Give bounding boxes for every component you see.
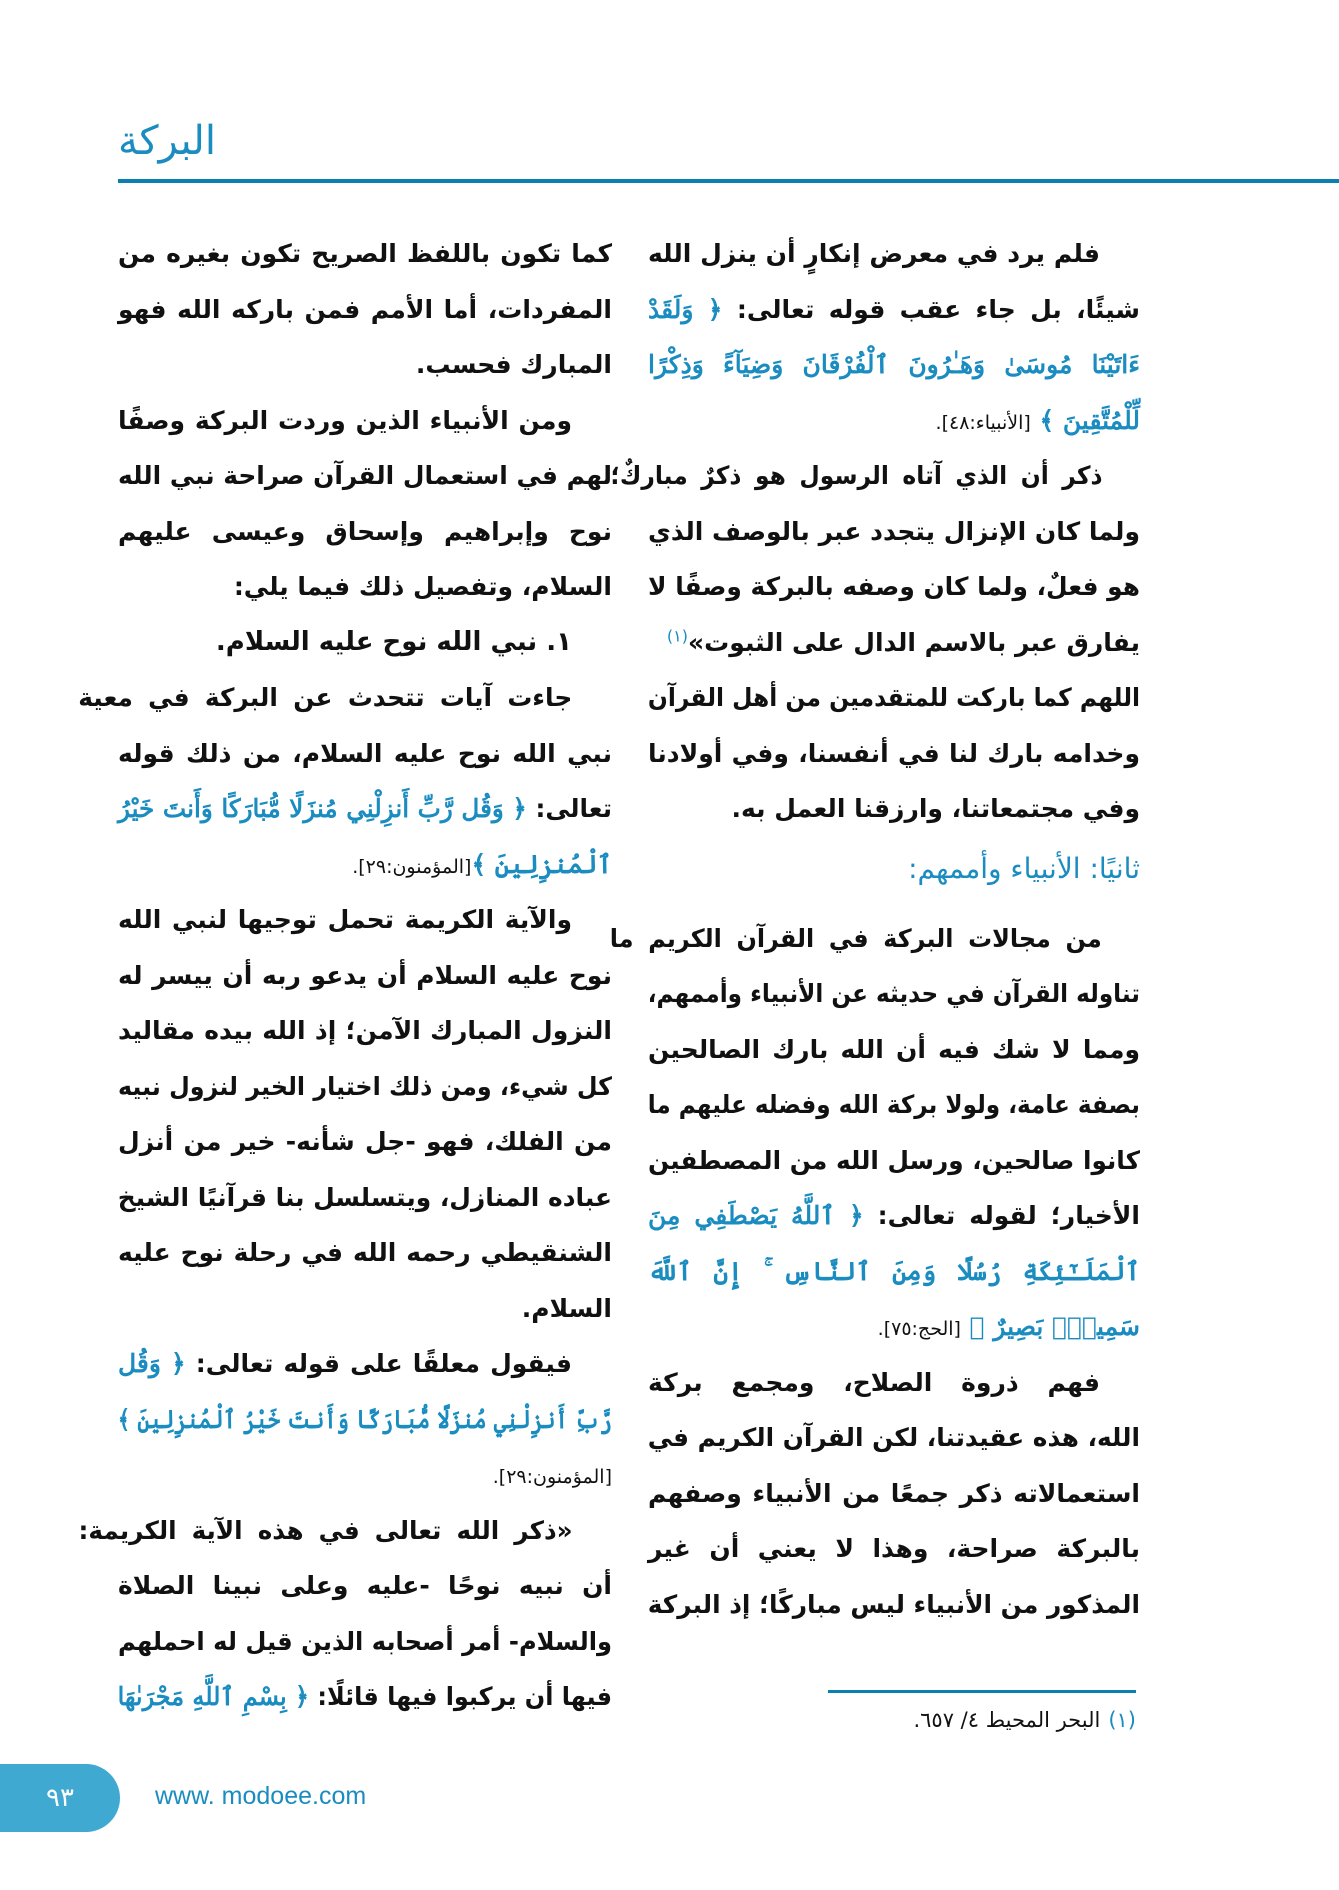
text-line — [648, 1299, 1140, 1355]
text-line — [118, 226, 612, 282]
text-line — [118, 282, 612, 338]
body-text: فهم ذروة الصلاح، ومجمع بركة — [648, 1367, 1100, 1397]
body-text: بالبركة صراحة، وهذا لا يعني أن غير — [648, 1534, 1140, 1563]
text-line — [648, 1466, 1140, 1522]
body-text: «ذكر الله تعالى في هذه الآية الكريمة: — [78, 1515, 573, 1545]
footnote-number: (١) — [1108, 1708, 1136, 1732]
body-text: نوح عليه السلام أن يدعو ربه أن ييسر له — [118, 960, 612, 990]
text-line — [78, 670, 612, 726]
text-line — [118, 1170, 612, 1226]
body-text: بصفة عامة، ولولا بركة الله وفضله عليهم ما — [647, 1090, 1140, 1119]
body-text: كانوا صالحين، ورسل الله من المصطفين — [648, 1145, 1140, 1175]
text-line — [648, 781, 1140, 837]
quran-verse: سَمِيعٌۢ بَصِيرٌ ﴾ — [960, 1312, 1140, 1341]
subsection-heading — [118, 615, 612, 671]
body-text: تناوله القرآن في حديثه عن الأنبياء وأممهم، — [647, 979, 1140, 1008]
text-line — [118, 1614, 612, 1670]
text-line — [648, 1022, 1140, 1078]
body-text: المذكور من الأنبياء ليس مباركًا؛ إذ البركة — [647, 1589, 1140, 1619]
text-column-left — [78, 226, 613, 1725]
header-rule — [118, 179, 1339, 183]
text-line — [648, 559, 1140, 615]
text-line — [118, 781, 612, 837]
text-line — [118, 1558, 612, 1614]
verse-reference: [المؤمنون:٢٩]. — [492, 1466, 612, 1488]
section-heading — [648, 837, 1140, 907]
quran-verse: ءَاتَيْنَا مُوسَىٰ وَهَـٰرُونَ ٱلْفُرْقَانَ وَضِيَآءً وَذِكْرًا — [648, 350, 1140, 379]
body-text: السلام، وتفصيل ذلك فيما يلي: — [233, 572, 612, 601]
body-text: يفارق عبر بالاسم الدال على الثبوت» — [688, 627, 1140, 657]
text-line — [648, 393, 1140, 449]
body-text: من مجالات البركة في القرآن الكريم ما — [609, 923, 1102, 953]
quran-verse: رَّبِّ أَنزِلْنِي مُنزَلًا مُّبَارَكًا وَأَنتَ خَيْرُ ٱلْمُنزِلِينَ ﴾ — [117, 1404, 613, 1434]
text-line — [648, 282, 1140, 338]
body-text: كما تكون باللفظ الصريح تكون بغيره من — [118, 239, 612, 268]
body-text: الله، هذه عقيدتنا، لكن القرآن الكريم في — [647, 1423, 1140, 1452]
quran-verse: ﴿ ٱللَّهُ يَصْطَفِي مِنَ — [648, 1201, 864, 1230]
page-number-tab — [0, 1764, 120, 1832]
text-line — [648, 1355, 1140, 1411]
body-text: اللهم كما باركت للمتقدمين من أهل القرآن — [647, 683, 1140, 712]
text-line — [118, 1336, 612, 1392]
body-text: والآية الكريمة تحمل توجيها لنبي الله — [118, 905, 572, 934]
quran-verse: ﴿ بِسْمِ ٱللَّهِ مَجْرَىٰهَا — [117, 1682, 310, 1711]
body-text: استعمالاته ذكر جمعًا من الأنبياء وصفهم — [648, 1478, 1140, 1508]
body-text: السلام. — [521, 1293, 612, 1323]
body-text: أن نبيه نوحًا -عليه وعلى نبينا الصلاة — [118, 1571, 612, 1600]
verse-reference: [المؤمنون:٢٩]. — [352, 855, 472, 878]
text-line — [118, 1003, 612, 1059]
body-text: الأخيار؛ لقوله تعالى: — [863, 1201, 1140, 1230]
body-text: ١. نبي الله نوح عليه السلام. — [215, 626, 572, 657]
body-text: فيقول معلقًا على قوله تعالى: — [185, 1349, 573, 1378]
footnote — [913, 1708, 1136, 1732]
body-text: المبارك فحسب. — [415, 350, 612, 379]
quran-verse: لِّلْمُتَّقِينَ ﴾ — [1030, 405, 1140, 435]
text-line — [648, 1077, 1140, 1133]
text-line — [118, 1392, 612, 1448]
body-text: فلم يرد في معرض إنكارٍ أن ينزل الله — [648, 239, 1100, 268]
body-text: وخدامه بارك لنا في أنفسنا، وفي أولادنا — [648, 738, 1140, 768]
body-text: الشنقيطي رحمه الله في رحلة نوح عليه — [118, 1238, 612, 1267]
text-line — [118, 559, 612, 615]
page-number: ٩٣ — [46, 1783, 74, 1813]
text-line — [118, 504, 612, 560]
text-line — [118, 1447, 612, 1503]
text-line — [118, 1225, 612, 1281]
text-line — [648, 615, 1140, 671]
body-text: ولما كان الإنزال يتجدد عبر بالوصف الذي — [648, 516, 1140, 546]
text-line — [79, 1503, 612, 1559]
body-text: جاءت آيات تتحدث عن البركة في معية — [78, 683, 573, 712]
quran-verse: ﴿ وَقُل — [118, 1349, 186, 1378]
text-line — [648, 1133, 1140, 1189]
body-text: ثانيًا: الأنبياء وأممهم: — [908, 851, 1140, 885]
website-link[interactable]: www. modoee.com — [155, 1782, 367, 1810]
quran-verse: ٱلْمُنزِلِينَ ﴾ — [471, 849, 612, 879]
quran-verse: ﴿ وَلَقَدْ — [648, 294, 723, 324]
body-text: ومن الأنبياء الذين وردت البركة وصفًا — [118, 405, 572, 435]
text-line — [118, 1669, 612, 1725]
text-line — [648, 1410, 1140, 1466]
text-line — [118, 948, 612, 1004]
body-text: المفردات، أما الأمم فمن باركه الله فهو — [118, 294, 612, 324]
text-line — [648, 1521, 1140, 1577]
text-line — [118, 1281, 612, 1337]
footnote-text: البحر المحيط ٤/ ٦٥٧. — [913, 1708, 1101, 1732]
text-line — [118, 448, 612, 504]
body-text: ومما لا شك فيه أن الله بارك الصالحين — [648, 1034, 1140, 1064]
quran-verse: ﴿ وَقُل رَّبِّ أَنزِلْنِي مُنزَلًا مُّبَارَكًا وَأَنتَ خَيْرُ — [118, 794, 527, 823]
text-line — [648, 726, 1140, 782]
text-line — [118, 393, 612, 449]
text-line — [118, 726, 612, 782]
footnote-marker: (١) — [666, 626, 688, 646]
running-header-title: البركة — [118, 118, 216, 164]
text-line — [118, 337, 612, 393]
quran-verse: ٱلْمَلَـٰٓئِكَةِ رُسُلًا وَمِنَ ٱلنَّاسِ ۚ إِنَّ ٱللَّهَ — [648, 1256, 1140, 1286]
body-text: عباده المنازل، ويتسلسل بنا قرآنيًا الشيخ — [117, 1182, 612, 1212]
body-text: كل شيء، ومن ذلك اختيار الخير لنزول نبيه — [118, 1071, 612, 1101]
text-line — [648, 226, 1140, 282]
body-text: شيئًا، بل جاء عقب قوله تعالى: — [722, 294, 1141, 324]
verse-reference: [الأنبياء:٤٨]. — [935, 411, 1031, 434]
body-text: ذكر أن الذي آتاه الرسول هو ذكرٌ مباركٌ؛ — [610, 461, 1103, 490]
body-text: النزول المبارك الآمن؛ إذ الله بيده مقاليد — [118, 1016, 612, 1045]
body-text: لهم في استعمال القرآن صراحة نبي الله — [118, 461, 612, 490]
text-line — [648, 337, 1140, 393]
footnote-rule — [828, 1690, 1136, 1693]
text-line — [648, 670, 1140, 726]
body-text: نوح وإبراهيم وإسحاق وعيسى عليهم — [118, 516, 612, 546]
verse-reference: [الحج:٧٥]. — [877, 1318, 961, 1340]
text-line — [648, 504, 1140, 560]
text-line — [648, 1577, 1140, 1633]
text-line — [648, 1188, 1140, 1244]
text-line — [648, 966, 1140, 1022]
body-text: من الفلك، فهو -جل شأنه- خير من أنزل — [118, 1127, 612, 1156]
text-line — [118, 1059, 612, 1115]
text-line — [118, 892, 612, 948]
text-line — [611, 448, 1140, 504]
text-line — [648, 1244, 1140, 1300]
text-line — [118, 1114, 612, 1170]
body-text: وفي مجتمعاتنا، وارزقنا العمل به. — [731, 794, 1140, 823]
text-line — [118, 837, 612, 893]
body-text: نبي الله نوح عليه السلام، من ذلك قوله — [118, 738, 612, 768]
text-column-right — [609, 226, 1141, 1632]
body-text: والسلام- أمر أصحابه الذين قيل له احملهم — [118, 1626, 612, 1656]
body-text: هو فعلٌ، ولما كان وصفه بالبركة وصفًا لا — [648, 572, 1140, 601]
text-line — [610, 911, 1140, 967]
body-text: تعالى: — [526, 794, 612, 823]
body-text: فيها أن يركبوا فيها قائلًا: — [309, 1682, 612, 1711]
